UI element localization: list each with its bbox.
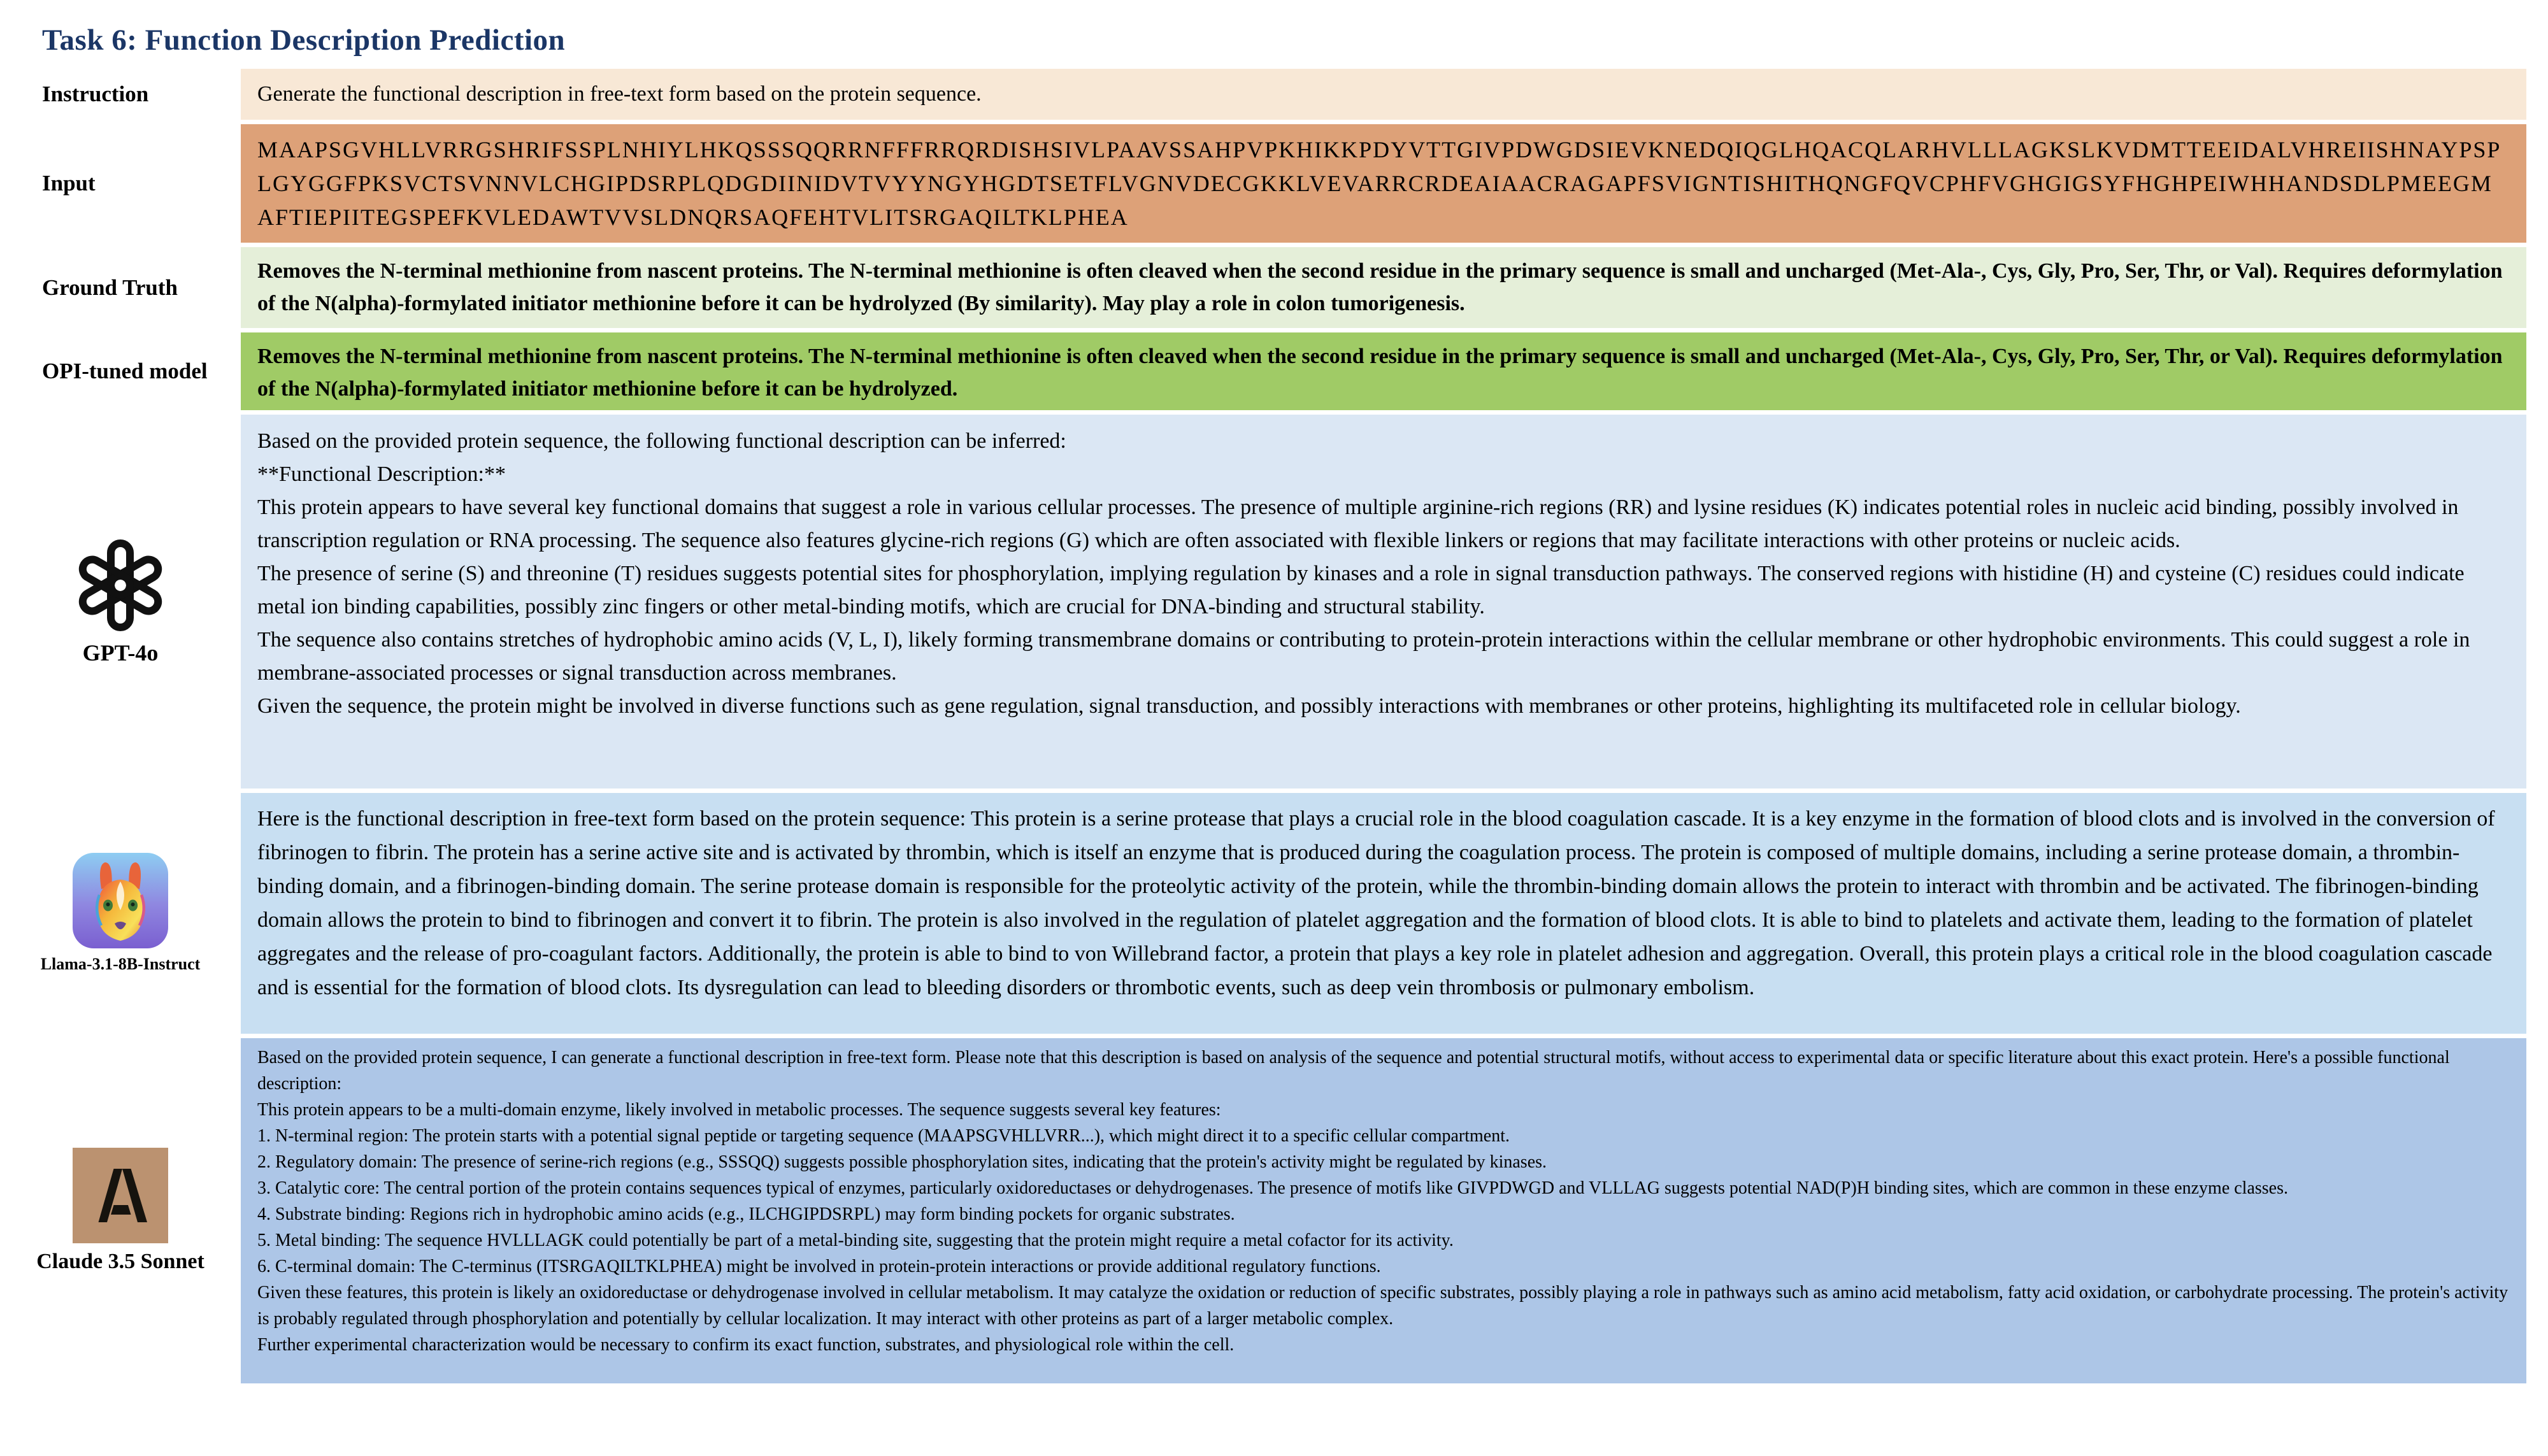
opi-row-label: OPI-tuned model	[42, 359, 208, 383]
gpt4o-response	[241, 415, 2526, 789]
response-paragraph: The presence of serine (S) and threonine (T) residues suggests potential sites for phosphorylation, implying regulation by kinases and a role in signal transduction pathways. The conserved regions with histidine (H) and cysteine (C) residues could indicate metal ion binding capabilities, possibly zinc fingers or other metal-binding motifs, which are crucial for DNA-binding and structural stability.	[257, 562, 2465, 618]
claude-response	[241, 1038, 2526, 1383]
anthropic-logo-icon	[73, 1148, 168, 1243]
ground-truth-row-label: Ground Truth	[42, 275, 178, 300]
claude-model-name: Claude 3.5 Sonnet	[36, 1250, 204, 1273]
opi-model-output-text: Removes the N-terminal methionine from nascent proteins. The N-terminal methionine is often cleaved when the second residue in the primary sequence is small and uncharged (Met-Ala-, Cys, Gly, Pro, Ser, Thr, or Val). Requires deformylation of the N(alpha)-formylated initiator methionine before it can be hydrolyzed.	[241, 332, 2526, 410]
response-paragraph: 3. Catalytic core: The central portion of the protein contains sequences typical of enzymes, particularly oxidoreductases or dehydrogenases. The presence of motifs like GIVPDWGD and VLLLAG suggests potential NAD(P)H binding sites, which are common in these enzyme classes.	[257, 1178, 2289, 1198]
instruction-row-label: Instruction	[42, 82, 149, 106]
response-paragraph: 4. Substrate binding: Regions rich in hydrophobic amino acids (e.g., ILCHGIPDSRPL) may form binding pockets for organic substrates.	[257, 1204, 1235, 1224]
response-paragraph: 1. N-terminal region: The protein starts with a potential signal peptide or targeting sequence (MAAPSGVHLLVRR...), which might direct it to a specific cellular compartment.	[257, 1126, 1510, 1146]
response-paragraph: 5. Metal binding: The sequence HVLLLAGK could potentially be part of a metal-binding site, suggesting that the protein might require a metal cofactor for its activity.	[257, 1231, 1454, 1250]
response-paragraph: Based on the provided protein sequence, the following functional description can be inferred:	[257, 429, 1066, 453]
gpt4o-model-name: GPT-4o	[82, 639, 159, 666]
llama-response: Here is the functional description in free-text form based on the protein sequence: This protein is a serine protease that plays a crucial role in the blood coagulation cascade. It is a key enzyme in the formation of blood clots and is involved in the conversion of fibrinogen to fibrin. The protein has a serine active site and is activated by thrombin, which is itself an enzyme that is produced during the coagulation process. The protein is composed of multiple domains, including a serine protease domain, a thrombin-binding domain, and a fibrinogen-binding domain. The serine protease domain is responsible for the proteolytic activity of the protein, while the thrombin-binding domain allows the protein to interact with thrombin and be activated. The fibrinogen-binding domain allows the protein to bind to fibrinogen and convert it to fibrin. The protein is also involved in the regulation of platelet aggregation and the formation of blood clots. It is able to bind to platelets and activate them, leading to the formation of platelet aggregates and the release of pro-coagulant factors. Additionally, the protein is able to bind to von Willebrand factor, a protein that plays a key role in platelet adhesion and aggregation. Overall, this protein plays a critical role in the blood coagulation cascade and is essential for the formation of blood clots. Its dysregulation can lead to bleeding disorders or thrombotic events, such as deep vein thrombosis or pulmonary embolism.	[241, 793, 2526, 1034]
claude-row-label	[0, 1038, 241, 1383]
response-paragraph: 6. C-terminal domain: The C-terminus (ITSRGAQILTKLPHEA) might be involved in protein-protein interactions or provide additional regulatory functions.	[257, 1257, 1381, 1276]
comparison-figure	[0, 69, 2548, 1383]
ground-truth-text: Removes the N-terminal methionine from nascent proteins. The N-terminal methionine is often cleaved when the second residue in the primary sequence is small and uncharged (Met-Ala-, Cys, Gly, Pro, Ser, Thr, or Val). Requires deformylation of the N(alpha)-formylated initiator methionine before it can be hydrolyzed (By similarity). May play a role in colon tumorigenesis.	[241, 247, 2526, 328]
input-protein-sequence: MAAPSGVHLLVRRGSHRIFSSPLNHIYLHKQSSSQQRRNFFFRRQRDISHSIVLPAAVSSAHPVPKHIKKPDYVTTGIVPDWGDSIEVKNEDQIQGLHQACQLARHVLLLAGKSLKVDMTTEEIDALVHREIISHNAYPSPLGYGGFPKSVCTSVNNVLCHGIPDSRPLQDGDIINIDVTVYYNGYHGDTSETFLVGNVDECGKKLVEVARRCRDEAIAACRAGAPFSVIGNTISHITHQNGFQVCPHFVGHGIGSYFHGHPEIWHHANDSDLPMEEGMAFTIEPIITEGSPEFKVLEDAWTVVSLDNQRSAQFEHTVLITSRGAQILTKLPHEA	[241, 124, 2526, 243]
llama-icon	[73, 853, 168, 948]
input-row-label: Input	[42, 171, 96, 196]
response-paragraph: This protein appears to be a multi-domain enzyme, likely involved in metabolic processes. The sequence suggests several key features:	[257, 1100, 1221, 1120]
response-paragraph: This protein appears to have several key functional domains that suggest a role in various cellular processes. The presence of multiple arginine-rich regions (RR) and lysine residues (K) indicates potential roles in nucleic acid binding, possibly involved in transcription regulation or RNA processing. The sequence also features glycine-rich regions (G) which are often associated with flexible linkers or regions that may facilitate interactions with other proteins or nucleic acids.	[257, 496, 2459, 552]
llama-model-name: Llama-3.1-8B-Instruct	[40, 955, 201, 973]
gpt4o-row-label	[0, 415, 241, 789]
llama-row-label	[0, 793, 241, 1034]
response-paragraph: Given these features, this protein is likely an oxidoreductase or dehydrogenase involved in cellular metabolism. It may catalyze the oxidation or reduction of specific substrates, possibly playing a role in pathways such as amino acid metabolism, fatty acid oxidation, or carbohydrate processing. The protein's activity is probably regulated through phosphorylation and potentially by cellular localization. It may interact with other proteins as part of a larger metabolic complex.	[257, 1283, 2509, 1329]
response-paragraph: Given the sequence, the protein might be involved in diverse functions such as gene regulation, signal transduction, and possibly interactions with membranes or other proteins, highlighting its multifaceted role in cellular biology.	[257, 694, 2241, 718]
openai-logo-icon	[73, 538, 168, 633]
response-paragraph: **Functional Description:**	[257, 462, 506, 486]
response-paragraph: 2. Regulatory domain: The presence of serine-rich regions (e.g., SSSQQ) suggests possible phosphorylation sites, indicating that the protein's activity might be regulated by kinases.	[257, 1152, 1547, 1172]
instruction-text: Generate the functional description in free-text form based on the protein sequence.	[241, 69, 2526, 120]
response-paragraph: Further experimental characterization would be necessary to confirm its exact function, substrates, and physiological role within the cell.	[257, 1335, 1235, 1355]
page-title: Task 6: Function Description Prediction	[42, 24, 566, 57]
response-paragraph: The sequence also contains stretches of hydrophobic amino acids (V, L, I), likely forming transmembrane domains or contributing to protein-protein interactions within the cellular membrane or other hydrophobic environments. This could suggest a role in membrane-associated processes or signal transduction across membranes.	[257, 628, 2470, 685]
response-paragraph: Based on the provided protein sequence, I can generate a functional description in free-text form. Please note that this description is based on analysis of the sequence and potential structural motifs, without access to experimental data or specific literature about this exact protein. Here's a possible functional description:	[257, 1048, 2450, 1094]
